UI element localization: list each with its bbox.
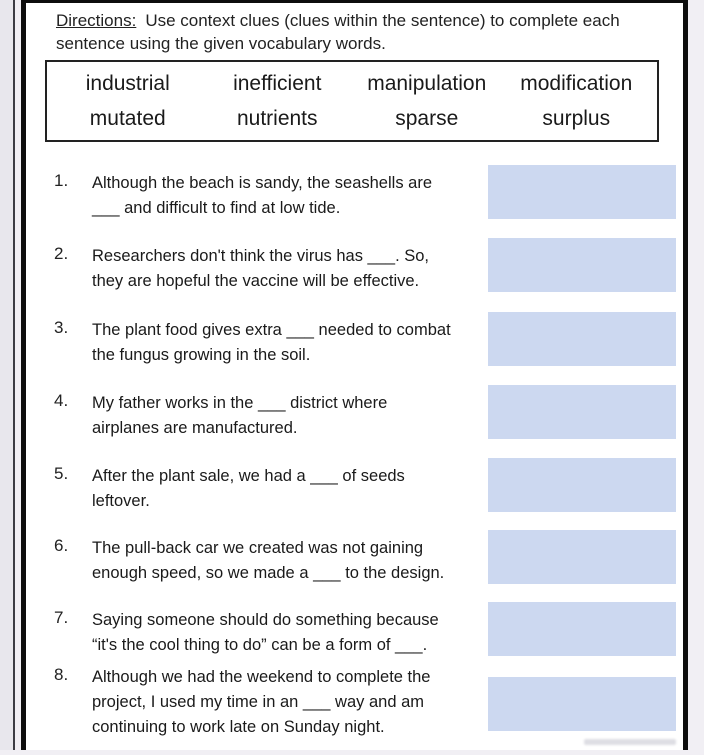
word-bank	[45, 60, 659, 142]
question-sentence	[92, 171, 488, 221]
answer-box-2[interactable]	[488, 238, 676, 292]
faint-watermark	[584, 739, 676, 745]
sentence-line: My father works in the ___ district where	[92, 394, 388, 412]
sentence-line: ___ and difficult to find at low tide.	[92, 199, 341, 217]
question-number: 4.	[54, 391, 69, 410]
sentence-line: After the plant sale, we had a ___ of seeds	[92, 467, 405, 485]
answer-box-7[interactable]	[488, 602, 676, 656]
sentence-line: they are hopeful the vaccine will be effective.	[92, 272, 420, 290]
sentence-line: The pull-back car we created was not gaining	[92, 539, 424, 557]
question-number: 6.	[54, 536, 69, 555]
answer-box-6[interactable]	[488, 530, 676, 584]
word-bank-item-sparse: sparse	[395, 106, 459, 130]
sentence-line: Although the beach is sandy, the seashells are	[92, 174, 432, 192]
answer-box-5[interactable]	[488, 458, 676, 512]
word-bank-item-nutrients: nutrients	[236, 106, 318, 130]
question-sentence	[92, 536, 488, 586]
sentence-line: project, I used my time in an ___ way and am	[92, 693, 424, 711]
sentence-line: Researchers don't think the virus has ___. So,	[92, 247, 430, 265]
question-number: 8.	[54, 665, 69, 684]
answer-box-3[interactable]	[488, 312, 676, 366]
answer-box-4[interactable]	[488, 385, 676, 439]
word-bank-item-modification: modification	[520, 71, 633, 95]
sentence-line: continuing to work late on Sunday night.	[92, 718, 385, 736]
worksheet-page	[21, 0, 688, 750]
directions-line-2: sentence using the given vocabulary words.	[56, 34, 386, 53]
sentence-line: leftover.	[92, 492, 150, 510]
sentence-line: Although we had the weekend to complete the	[92, 668, 431, 686]
question-number: 7.	[54, 608, 69, 627]
question-sentence	[92, 391, 488, 441]
question-number: 1.	[54, 171, 69, 190]
sentence-line: “it's the cool thing to do” can be a form of ___.	[92, 636, 428, 654]
answer-box-1[interactable]	[488, 165, 676, 219]
directions-line-1	[56, 9, 666, 32]
sentence-line: airplanes are manufactured.	[92, 419, 298, 437]
question-sentence	[92, 318, 488, 368]
sentence-line: enough speed, so we made a ___ to the design.	[92, 564, 445, 582]
word-bank-item-surplus: surplus	[542, 106, 611, 130]
word-bank-item-manipulation: manipulation	[367, 71, 487, 95]
page-edge-strip	[0, 0, 15, 750]
word-bank-item-mutated: mutated	[89, 106, 166, 130]
question-sentence	[92, 608, 488, 658]
word-bank-item-industrial: industrial	[85, 71, 170, 95]
question-number: 3.	[54, 318, 69, 337]
word-bank-item-inefficient: inefficient	[233, 71, 322, 95]
sentence-line: The plant food gives extra ___ needed to combat	[92, 321, 451, 339]
directions-label: Directions:	[56, 11, 137, 30]
question-number: 2.	[54, 244, 69, 263]
sentence-line: the fungus growing in the soil.	[92, 346, 311, 364]
question-sentence	[92, 464, 488, 514]
question-number: 5.	[54, 464, 69, 483]
answer-box-8[interactable]	[488, 677, 676, 731]
question-sentence	[92, 244, 488, 294]
question-sentence	[92, 665, 488, 740]
sentence-line: Saying someone should do something because	[92, 611, 439, 629]
directions-line-1-text: Use context clues (clues within the sentence) to complete each	[145, 11, 620, 30]
directions-text	[56, 9, 666, 55]
